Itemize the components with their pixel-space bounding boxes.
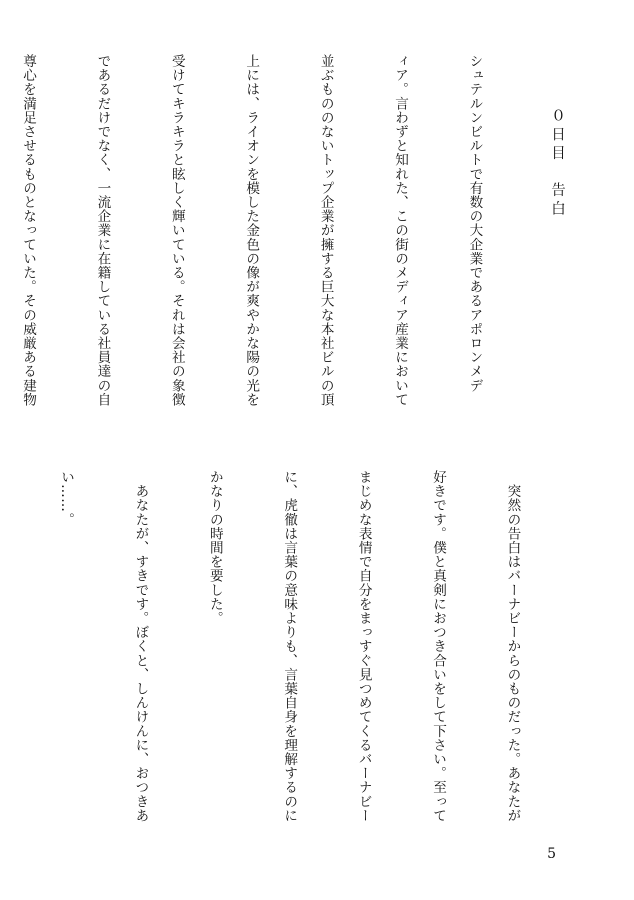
upper-line-7: 尊心を満足させるものとなっていた。その威厳ある建物	[20, 54, 37, 407]
upper-line-3: 並ぶもののないトップ企業が擁する巨大な本社ビルの頂	[317, 54, 334, 407]
upper-line-5: 受けてキラキラと眩しく輝いている。それは会社の象徴	[168, 54, 185, 407]
upper-line-2: ィア。言わずと知れた、この街のメディア産業において	[392, 54, 409, 407]
upper-line-1: シュテルンビルトで有数の大企業であるアポロンメデ	[466, 54, 483, 393]
lower-line-3: まじめな表情で自分をまっすぐ見つめてくるバーナビー	[355, 470, 372, 823]
lower-line-2: 好きです。僕と真剣におつき合いをして下さい。至って	[430, 470, 447, 823]
chapter-title: ０日目 告白	[549, 108, 565, 219]
lower-line-8	[0, 470, 4, 842]
lower-text-block	[58, 470, 574, 842]
upper-line-6: であるだけでなく、一流企業に在籍している社員達の自	[94, 54, 111, 407]
page-number: 5	[547, 846, 556, 862]
upper-line-4: 上には、ライオンを模した金色の像が爽やかな陽の光を	[243, 54, 260, 407]
lower-line-4: に、虎徹は言葉の意味よりも、言葉自身を理解するのに	[281, 470, 298, 823]
upper-text-block	[20, 54, 536, 426]
lower-line-1: 突然の告白はバーナビーからのものだった。あなたが	[504, 470, 521, 823]
lower-line-5: かなりの時間を要した。	[206, 470, 223, 626]
lower-line-6: あなたが、すきです。ぼくと、しんけんに、おつきあ	[132, 470, 149, 823]
lower-line-7: い……。	[58, 470, 75, 527]
